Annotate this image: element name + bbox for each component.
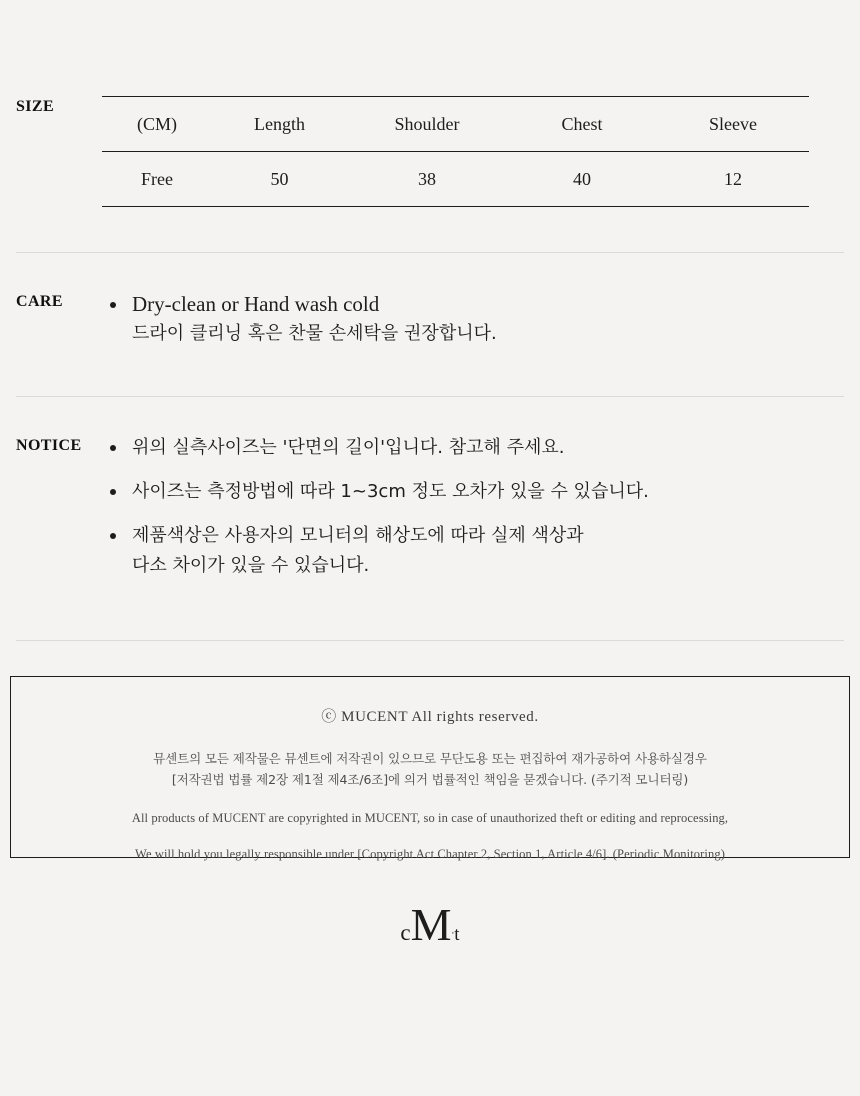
cell-size-name: Free <box>141 169 173 189</box>
copyright-english-line-2: We will hold you legally responsible under [Copyright Act Chapter 2, Section 1, Article 4/6]. (Periodic Monitoring) <box>135 847 725 861</box>
care-section-label: CARE <box>16 293 63 310</box>
notice-text-3: 제품색상은 사용자의 모니터의 해상도에 따라 실제 색상과 <box>132 525 584 546</box>
notice-text-1: 위의 실측사이즈는 '단면의 길이'입니다. 참고해 주세요. <box>132 437 565 458</box>
column-header-shoulder: Shoulder <box>394 114 460 134</box>
cell-shoulder: 38 <box>418 169 436 189</box>
size-table-head <box>102 97 809 152</box>
column-header-chest: Chest <box>561 114 603 134</box>
table-row <box>102 152 809 207</box>
logo-letter-c: c <box>400 920 411 945</box>
notice-list <box>100 433 810 581</box>
notice-text-2: 사이즈는 측정방법에 따라 1~3cm 정도 오차가 있을 수 있습니다. <box>132 481 649 502</box>
cell-length: 50 <box>270 169 289 189</box>
size-section <box>0 0 860 207</box>
list-item <box>100 289 810 349</box>
notice-section-label: NOTICE <box>16 437 82 454</box>
list-item <box>100 477 810 507</box>
logo-letter-t: t <box>454 924 460 945</box>
care-text-english: Dry-clean or Hand wash cold <box>132 292 380 316</box>
copyright-english-line-1: All products of MUCENT are copyrighted in MUCENT, so in case of unauthorized theft or editing and reprocessing, <box>131 811 729 825</box>
table-header-row <box>102 97 809 152</box>
size-section-body <box>100 96 860 207</box>
column-header-unit: (CM) <box>137 114 177 134</box>
care-text-korean: 드라이 클리닝 혹은 찬물 손세탁을 권장합니다. <box>132 323 497 344</box>
size-table <box>102 96 809 207</box>
list-item <box>100 521 810 581</box>
copyright-box <box>10 676 850 861</box>
copyright-korean-line-1: 뮤센트의 모든 제작물은 뮤센트에 저작권이 있으므로 무단도용 또는 편집하여 재가공하여 사용하실경우 <box>153 751 707 766</box>
section-divider <box>16 640 844 641</box>
column-header-length: Length <box>254 114 305 134</box>
cell-sleeve: 12 <box>724 169 742 189</box>
copyright-korean-line-2: [저작권법 법률 제2장 제1절 제4조/6조]에 의거 법률적인 책임을 묻겠습니다. (주기적 모니터링) <box>171 772 689 787</box>
notice-section-body <box>100 433 860 595</box>
cell-chest: 40 <box>573 169 591 189</box>
column-header-sleeve: Sleeve <box>709 114 757 134</box>
logo-letter-m: M <box>410 899 452 950</box>
care-section-body <box>100 289 860 353</box>
logo-dot: . <box>451 924 455 937</box>
brand-logo <box>0 898 860 968</box>
notice-section <box>0 397 860 595</box>
list-item <box>100 433 810 463</box>
copyright-title: ⓒ MUCENT All rights reserved. <box>321 709 539 725</box>
size-table-body <box>102 152 809 207</box>
size-section-label: SIZE <box>16 98 55 115</box>
care-section <box>0 253 860 353</box>
care-list <box>100 289 810 349</box>
notice-text-4: 다소 차이가 있을 수 있습니다. <box>132 555 370 576</box>
